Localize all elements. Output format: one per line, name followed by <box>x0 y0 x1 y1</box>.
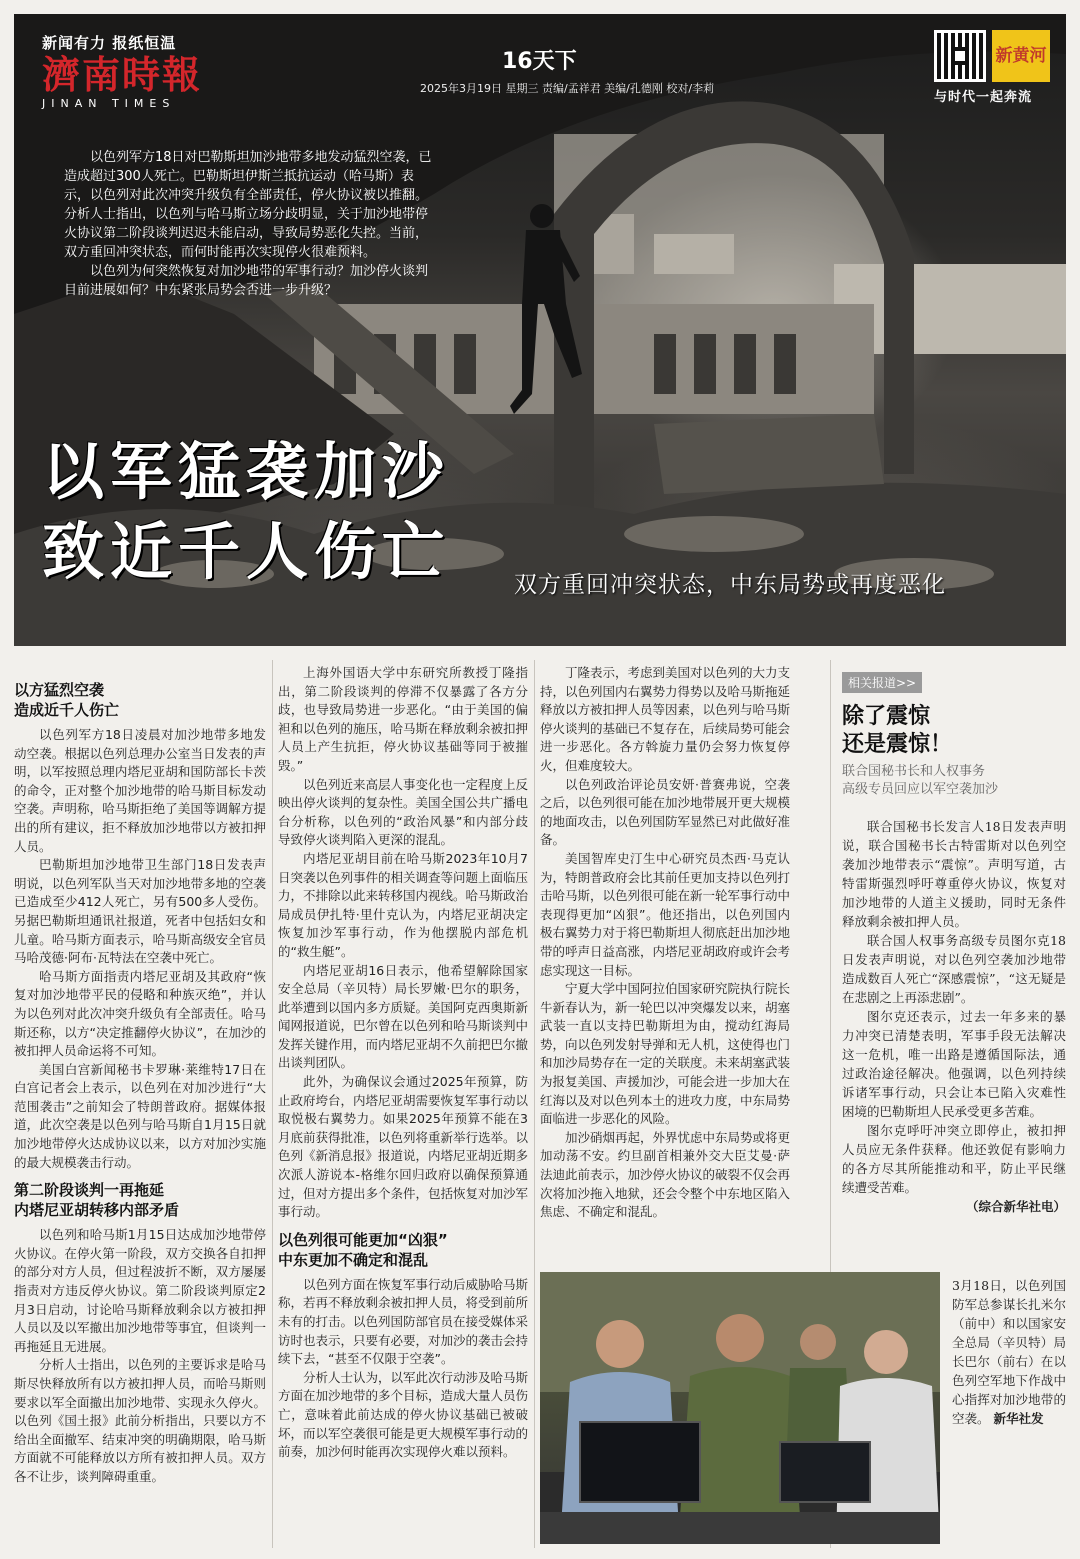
sidebar-paragraph: 图尔克呼吁冲突立即停止，被扣押人员应无条件获释。他还敦促有影响力的各方尽其所能推动和平，防止平民继续遭受苦难。 <box>842 1123 1066 1195</box>
sidebar-paragraph: 联合国秘书长发言人18日发表声明说，联合国秘书长古特雷斯对以色列空袭加沙地带表示“震惊”。声明写道，古特雷斯强烈呼吁尊重停火协议，恢复对加沙地带的人道主义援助，同时无条件释放剩余被扣押人员。 <box>842 819 1066 929</box>
column-divider <box>534 660 535 1548</box>
officers-at-screens-scene <box>540 1272 940 1544</box>
headline-line: 以军猛袭加沙 <box>42 435 451 508</box>
sidebar-title-line: 还是震惊！ <box>842 732 953 757</box>
main-headline <box>42 432 450 592</box>
lead-paragraphs <box>64 148 434 300</box>
article-column-2 <box>278 664 528 1462</box>
section-heading <box>278 1230 528 1270</box>
article-paragraph: 以色列政治评论员安妍·普赛弗说，空袭之后，以色列很可能在加沙地带展开更大规模的地面攻击，以色列国防军显然已对此做好准备。 <box>540 776 791 848</box>
article-paragraph: 加沙硝烟再起，外界忧虑中东局势或将更加动荡不安。约旦副首相兼外交大臣艾曼·萨法迪此前表示，加沙停火协议的破裂不仅会再次将加沙拖入地狱，还会令整个中东地区陷入焦虑、不确定和混乱。 <box>540 1129 791 1220</box>
sidebar-paragraph: 联合国人权事务高级专员图尔克18日发表声明说，对以色列空袭加沙地带造成数百人死亡“深感震惊”，“这无疑是在悲剧之上再添悲剧”。 <box>842 933 1066 1005</box>
article-column-1 <box>14 676 266 1487</box>
article-paragraph: 丁隆表示，考虑到美国对以色列的大力支持，以色列国内右翼势力得势以及哈马斯拖延释放以方被扣押人员等因素，以色列与哈马斯停火谈判的基础已不复存在，后续局势可能会进一步恶化。各方斡旋力量仍会努力恢复停火，但难度较大。 <box>540 665 791 773</box>
command-center-photo <box>540 1272 940 1544</box>
lead-paragraph: 以色列为何突然恢复对加沙地带的军事行动？加沙停火谈判目前进展如何？中东紧张局势会否进一步升级？ <box>64 264 429 298</box>
article-column-3 <box>540 664 790 1222</box>
article-paragraph: 宁夏大学中国阿拉伯国家研究院执行院长牛新春认为，新一轮巴以冲突爆发以来，胡塞武装一直以支持巴勒斯坦为由，搅动红海局势，向以色列发射导弹和无人机，这使得也门和加沙局势存在一定的关联度。未来胡塞武装为报复美国、声援加沙，可能会进一步加大在红海以及对以色列本土的进攻力度，中东局势面临进一步恶化的风险。 <box>540 981 791 1127</box>
sidebar-subtitle-line: 高级专员回应以军空袭加沙 <box>842 782 999 797</box>
sidebar-subtitle <box>842 763 1066 799</box>
photo-caption <box>952 1276 1066 1428</box>
article-paragraph: 分析人士指出，以色列的主要诉求是哈马斯尽快释放所有以方被扣押人员，而哈马斯则要求以军全面撤出加沙地带、实现永久停火。以色列《国土报》此前分析指出，只要以方不给出全面撤军、结束冲突的明确期限，哈马斯方面就不可能释放以方所有被扣押人员。双方各不让步，谈判障碍重重。 <box>14 1357 266 1484</box>
section-heading <box>14 680 266 720</box>
article-paragraph: 上海外国语大学中东研究所教授丁隆指出，第二阶段谈判的停滞不仅暴露了各方分歧，也导致局势进一步恶化。“由于美国的偏袒和以色列的施压，哈马斯在释放剩余被扣押人员上产生抗拒，停火协议基础等同于被摧毁。” <box>278 665 529 773</box>
article-paragraph: 以色列近来高层人事变化也一定程度上反映出停火谈判的复杂性。美国全国公共广播电台分析称，以色列的“政治风暴”和内部分歧导致停火谈判陷入更深的混乱。 <box>278 776 529 848</box>
qr-code-icon <box>934 30 986 82</box>
sidebar-source: （综合新华社电） <box>965 1199 1066 1214</box>
article-paragraph: 内塔尼亚胡16日表示，他希望解除国家安全总局（辛贝特）局长罗嫩·巴尔的职务，此举遭到以国内多方质疑。美国阿克西奥斯新闻网报道说，巴尔曾在以色列和哈马斯谈判中发挥关键作用，而内塔尼亚胡不久前把巴尔撤出谈判团队。 <box>278 962 529 1071</box>
column-divider <box>272 660 273 1548</box>
article-paragraph: 分析人士认为，以军此次行动涉及哈马斯方面在加沙地带的多个目标，造成大量人员伤亡，意味着此前达成的停火协议基础已被破坏，而以军空袭很可能是更大规模军事行动的前奏，加沙何时能再次实现停火难以预料。 <box>278 1369 529 1460</box>
sidebar-title-line: 除了震惊 <box>842 704 931 729</box>
article-paragraph: 以色列军方18日凌晨对加沙地带多地发动空袭。根据以色列总理办公室当日发表的声明，以军按照总理内塔尼亚胡和国防部长卡茨的命令，正对整个加沙地带的哈马斯目标发动空袭。声明称，哈马斯拒绝了美国等调解方提出的所有建议，拒不释放加沙地带以方被扣押人员。 <box>14 727 266 854</box>
related-report-sidebar <box>842 672 1066 1216</box>
newspaper-logo: 濟南時報 <box>42 52 203 97</box>
photo-caption-text: 3月18日，以色列国防军总参谋长扎米尔（前中）和以国家安全总局（辛贝特）局长巴尔（前右）在以色列空军地下作战中心指挥对加沙地带的空袭。 <box>952 1278 1066 1426</box>
article-paragraph: 哈马斯方面指责内塔尼亚胡及其政府“恢复对加沙地带平民的侵略和种族灭绝”，并认为以色列对此次冲突升级负有全部责任。哈马斯还称，以方“决定推翻停火协议”，在加沙的被扣押人员命运将不可知。 <box>14 968 266 1059</box>
related-report-tag: 相关报道>> <box>842 672 922 693</box>
sub-headline: 双方重回冲突状态，中东局势或再度恶化 <box>514 572 946 598</box>
article-paragraph: 美国智库史汀生中心研究员杰西·马克认为，特朗普政府会比其前任更加支持以色列打击哈马斯，以色列很可能在新一轮军事行动中表现得更加“凶狠”。他还指出，以色列国内极右翼势力对于将巴勒斯坦人彻底赶出加沙地带的呼声日益高涨，内塔尼亚胡政府或许会考虑实现这一目标。 <box>540 850 791 978</box>
article-paragraph: 以色列和哈马斯1月15日达成加沙地带停火协议。在停火第一阶段，双方交换各自扣押的部分对方人员，但过程波折不断，双方屡屡指责对方违反停火协议。第二阶段谈判原定2月3日启动，讨论哈马斯释放剩余以方被扣押人员以及以军撤出加沙地带等事宜，但谈判一再拖延且无进展。 <box>14 1227 266 1354</box>
hero-photo <box>14 14 1066 646</box>
sidebar-body <box>842 817 1066 1216</box>
lead-paragraph: 以色列军方18日对巴勒斯坦加沙地带多地发动猛烈空袭，已造成超过300人死亡。巴勒斯坦伊斯兰抵抗运动（哈马斯）表示，以色列对此次冲突升级负有全部责任，停火协议被以推翻。分析人士指出，以色列与哈马斯立场分歧明显，关于加沙地带停火协议第二阶段谈判迟迟未能启动，导致局势恶化失控。当前，双方重回冲突状态，而何时能再次实现停火很难预料。 <box>64 150 432 260</box>
section-heading-line: 以方猛烈空袭 <box>14 681 105 699</box>
section-heading-line: 中东更加不确定和混乱 <box>278 1250 429 1269</box>
partner-brand-tagline: 与时代一起奔流 <box>934 90 1033 105</box>
photo-caption-source: 新华社发 <box>993 1411 1044 1426</box>
sidebar-subtitle-line: 联合国秘书长和人权事务 <box>842 764 986 779</box>
section-heading <box>14 1180 266 1220</box>
section-heading-line: 造成近千人伤亡 <box>14 701 120 719</box>
page-meta-line: 2025年3月19日 星期三 责编/孟祥君 美编/孔德刚 校对/李莉 <box>420 82 715 95</box>
section-heading-line: 第二阶段谈判一再拖延 <box>14 1181 165 1200</box>
partner-brand-logo: 新黄河 <box>992 30 1050 82</box>
newspaper-logo-english: JINAN TIMES <box>42 97 176 110</box>
article-paragraph: 以色列方面在恢复军事行动后威胁哈马斯称，若再不释放剩余被扣押人员，将受到前所未有的打击。以色列国防部官员在接受媒体采访时也表示，只要有必要，对加沙的袭击会持续下去，“甚至不仅限于空袭”。 <box>278 1276 529 1367</box>
article-paragraph: 美国白宫新闻秘书卡罗琳·莱维特17日在白宫记者会上表示，以色列在对加沙进行“大范围袭击”之前知会了特朗普政府。据媒体报道，此次空袭是以色列与哈马斯自1月15日就加沙地带停火达成协议以来，以方对加沙实施的最大规模袭击行动。 <box>14 1061 266 1170</box>
sidebar-title <box>842 703 1066 759</box>
headline-line: 致近千人伤亡 <box>42 515 451 588</box>
masthead <box>42 32 202 110</box>
article-paragraph: 内塔尼亚胡目前在哈马斯2023年10月7日突袭以色列事件的相关调查等问题上面临压力，不排除以此来转移国内视线。哈马斯政治局成员伊扎特·里什克认为，内塔尼亚胡决定恢复加沙军事行动，作为他摆脱内部危机的“救生艇”。 <box>278 850 529 959</box>
page-section-label: 16天下 <box>502 49 577 74</box>
sidebar-paragraph: 图尔克还表示，过去一年多来的暴力冲突已清楚表明，军事手段无法解决这一危机，唯一出路是遵循国际法，通过政治途径解决。他强调，以色列持续诉诸军事行动，只会让本已陷入灾难性困境的巴勒斯坦人民承受更多苦难。 <box>842 1009 1066 1119</box>
section-heading-line: 以色列很可能更加“凶狠” <box>278 1230 448 1249</box>
article-paragraph: 此外，为确保议会通过2025年预算，防止政府垮台，内塔尼亚胡需要恢复军事行动以取悦极右翼势力。如果2025年预算不能在3月底前获得批准，以色列将重新举行选举。以色列《新消息报》报道说，内塔尼亚胡近期多次派人游说本-格维尔回归政府以确保预算通过，但对方提出多个条件，包括恢复对加沙军事行动。 <box>278 1074 529 1220</box>
section-heading-line: 内塔尼亚胡转移内部矛盾 <box>14 1201 180 1220</box>
masthead-slogan: 新闻有力 报纸恒温 <box>42 34 177 52</box>
article-paragraph: 巴勒斯坦加沙地带卫生部门18日发表声明说，以色列军队当天对加沙地带多地的空袭已造成至少412人死亡，另有500多人受伤。另据巴勒斯坦通讯社报道，死者中包括妇女和儿童。哈马斯方面表示，哈马斯高级安全官员马哈茂德·阿布·瓦特法在空袭中死亡。 <box>14 857 266 966</box>
